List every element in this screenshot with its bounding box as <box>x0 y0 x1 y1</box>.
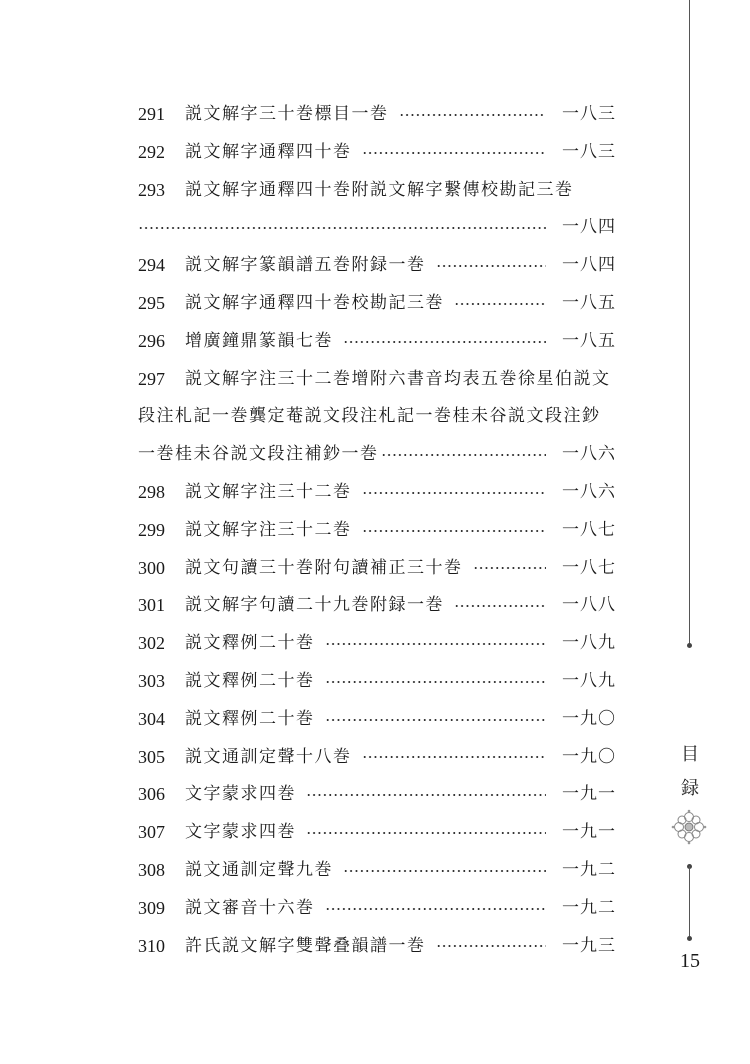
dot-leader <box>473 567 547 569</box>
running-section-title <box>678 738 702 806</box>
entry-title: 説文句讀三十巻附句讀補正三十巻 <box>185 557 463 578</box>
entry-title: 説文審音十六巻 <box>185 897 315 918</box>
floral-ornament-icon <box>670 808 708 850</box>
entry-number: 299 <box>138 519 165 540</box>
toc-entry-297 <box>138 361 616 399</box>
entry-number: 305 <box>138 746 165 767</box>
entry-title: 説文解字通釋四十巻附説文解字繋傳校勘記三巻 <box>185 179 574 200</box>
entry-number: 302 <box>138 633 165 654</box>
section-title-char: 録 <box>681 778 699 799</box>
dot-leader <box>399 114 547 116</box>
entry-page: 一九三 <box>562 935 616 956</box>
toc-entry-307 <box>138 814 616 852</box>
entry-number: 301 <box>138 595 165 616</box>
entry-title: 許氏説文解字雙聲叠韻譜一巻 <box>185 935 426 956</box>
toc-entry-295 <box>138 285 616 323</box>
entry-page: 一八五 <box>562 330 616 351</box>
dot-leader <box>436 945 547 947</box>
toc-entry-310 <box>138 928 616 966</box>
entry-page: 一八三 <box>562 104 616 124</box>
entry-page: 一八四 <box>562 217 616 238</box>
entry-number: 300 <box>138 557 165 578</box>
toc-entry-308 <box>138 852 616 890</box>
dot-leader <box>343 870 546 872</box>
entry-page: 一九二 <box>562 859 616 880</box>
dot-leader <box>325 719 547 721</box>
toc-entry-303 <box>138 663 616 701</box>
entry-title: 説文解字通釋四十巻 <box>185 141 352 162</box>
entry-number: 303 <box>138 670 165 691</box>
dot-leader <box>343 341 546 343</box>
dot-leader <box>325 643 547 645</box>
entry-number: 304 <box>138 708 165 729</box>
margin-rule-end-dot <box>687 643 692 648</box>
toc-entry-296 <box>138 323 616 361</box>
entry-title-line-1: 説文解字注三十二巻增附六書音均表五巻徐星伯説文 <box>185 368 611 389</box>
toc-entry-300 <box>138 550 616 588</box>
section-title-char: 目 <box>681 744 699 765</box>
toc-entry-309 <box>138 890 616 928</box>
entry-title: 説文通訓定聲九巻 <box>185 859 333 880</box>
entry-title: 説文釋例二十巻 <box>185 633 315 654</box>
entry-title: 説文解字三十巻標目一巻 <box>185 104 389 124</box>
dot-leader <box>362 492 547 494</box>
toc-entry-293 <box>138 172 616 210</box>
toc-entry-294 <box>138 247 616 285</box>
entry-number: 294 <box>138 255 165 276</box>
toc-entry-302 <box>138 625 616 663</box>
entry-page: 一八六 <box>562 481 616 502</box>
toc-entry-291 <box>138 96 616 134</box>
margin-rule-end-dot <box>687 936 692 941</box>
toc-entry-297-line-2 <box>138 398 616 436</box>
entry-title: 説文解字篆韻譜五巻附録一巻 <box>185 255 426 276</box>
entry-title: 説文解字注三十二巻 <box>185 519 352 540</box>
toc-entry-297-line-3 <box>138 436 616 474</box>
entry-number: 308 <box>138 859 165 880</box>
entry-title-line-3: 一巻桂未谷説文段注補鈔一巻 <box>138 444 379 465</box>
page-number: 15 <box>680 950 700 972</box>
entry-page: 一八八 <box>562 595 616 616</box>
entry-title: 説文解字句讀二十九巻附録一巻 <box>185 595 444 616</box>
entry-number: 306 <box>138 784 165 805</box>
toc-entry-293-continuation <box>138 209 616 247</box>
dot-leader <box>362 152 547 154</box>
dot-leader <box>381 454 547 456</box>
entry-number: 298 <box>138 481 165 502</box>
entry-number: 295 <box>138 292 165 313</box>
entry-title: 説文釋例二十巻 <box>185 708 315 729</box>
entry-page: 一八五 <box>562 292 616 313</box>
entry-page: 一八九 <box>562 670 616 691</box>
entry-number: 309 <box>138 897 165 918</box>
toc-entry-299 <box>138 512 616 550</box>
dot-leader <box>454 605 546 607</box>
entry-number: 292 <box>138 141 165 162</box>
entry-page: 一九一 <box>562 784 616 805</box>
dot-leader <box>306 794 546 796</box>
table-of-contents <box>138 96 616 965</box>
toc-entry-298 <box>138 474 616 512</box>
toc-entry-292 <box>138 134 616 172</box>
margin-rule-top <box>689 0 690 645</box>
dot-leader <box>306 832 546 834</box>
entry-page: 一八四 <box>562 255 616 276</box>
toc-entry-306 <box>138 776 616 814</box>
entry-title: 説文解字注三十二巻 <box>185 481 352 502</box>
entry-page: 一八九 <box>562 633 616 654</box>
entry-title: 説文釋例二十巻 <box>185 670 315 691</box>
entry-number: 296 <box>138 330 165 351</box>
entry-title: 文字蒙求四巻 <box>185 784 296 805</box>
entry-number: 310 <box>138 935 165 956</box>
dot-leader <box>138 227 546 229</box>
entry-page: 一九一 <box>562 822 616 843</box>
toc-entry-304 <box>138 701 616 739</box>
entry-page: 一八七 <box>562 519 616 540</box>
dot-leader <box>362 530 547 532</box>
dot-leader <box>436 265 547 267</box>
entry-page: 一八七 <box>562 557 616 578</box>
entry-number: 307 <box>138 822 165 843</box>
entry-title: 文字蒙求四巻 <box>185 822 296 843</box>
dot-leader <box>325 681 547 683</box>
entry-number: 293 <box>138 179 165 200</box>
entry-title: 增廣鐘鼎篆韻七巻 <box>185 330 333 351</box>
toc-entry-301 <box>138 587 616 625</box>
toc-entry-305 <box>138 739 616 777</box>
entry-page: 一九二 <box>562 897 616 918</box>
dot-leader <box>362 756 547 758</box>
dot-leader <box>454 303 546 305</box>
entry-title-line-2: 段注札記一巻龔定菴説文段注札記一巻桂未谷説文段注鈔 <box>138 406 601 427</box>
entry-page: 一九〇 <box>562 708 616 729</box>
entry-title: 説文通訓定聲十八巻 <box>185 746 352 767</box>
dot-leader <box>325 908 547 910</box>
entry-title: 説文解字通釋四十巻校勘記三巻 <box>185 292 444 313</box>
entry-number: 297 <box>138 368 165 389</box>
entry-page: 一八三 <box>562 141 616 162</box>
entry-page: 一九〇 <box>562 746 616 767</box>
margin-rule-bottom <box>689 866 690 938</box>
entry-page: 一八六 <box>562 444 616 465</box>
entry-number: 291 <box>138 104 165 124</box>
